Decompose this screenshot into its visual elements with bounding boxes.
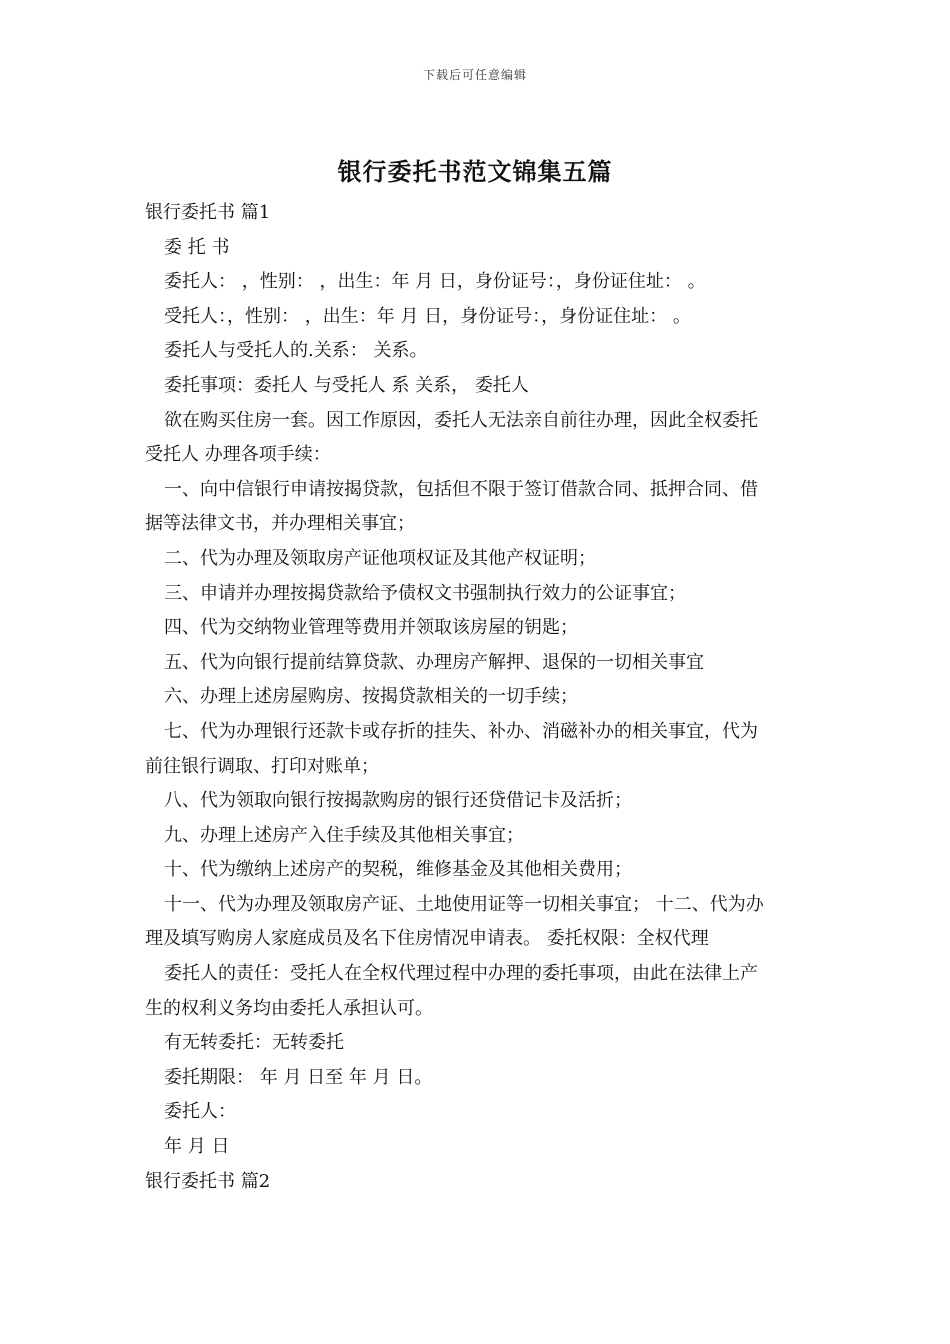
text-line: 十、代为缴纳上述房产的契税，维修基金及其他相关费用；: [164, 859, 632, 881]
text-line: 银行委托书 篇2: [145, 1170, 271, 1192]
text-line: 九、办理上述房产入住手续及其他相关事宜；: [164, 824, 524, 846]
text-line: 四、代为交纳物业管理等费用并领取该房屋的钥匙；: [164, 617, 578, 639]
text-line: 五、代为向银行提前结算贷款、办理房产解押、退保的一切相关事宜: [164, 651, 704, 673]
text-line: 十一、代为办理及领取房产证、土地使用证等一切相关事宜； 十二、代为办: [164, 893, 764, 915]
document-title: 银行委托书范文锦集五篇: [337, 157, 613, 186]
text-line: 有无转委托：无转委托: [164, 1032, 344, 1054]
text-line: 六、办理上述房屋购房、按揭贷款相关的一切手续；: [164, 686, 578, 708]
text-line: 二、代为办理及领取房产证他项权证及其他产权证明；: [164, 547, 596, 569]
text-line: 受托人 办理各项手续：: [145, 444, 331, 466]
text-line: 七、代为办理银行还款卡或存折的挂失、补办、消磁补办的相关事宜，代为: [164, 720, 758, 742]
text-line: 委托期限： 年 月 日至 年 月 日。: [164, 1066, 433, 1088]
text-line: 欲在购买住房一套。因工作原因，委托人无法亲自前往办理，因此全权委托: [164, 409, 758, 431]
text-line: 据等法律文书，并办理相关事宜；: [145, 513, 415, 535]
text-line: 委托人：: [164, 1101, 236, 1123]
text-line: 委 托 书: [164, 236, 230, 258]
text-line: 银行委托书 篇1: [145, 202, 271, 223]
text-line: 年 月 日: [164, 1136, 230, 1158]
text-line: 委托人： ，性别： ，出生：年 月 日，身份证号：，身份证住址： 。: [164, 271, 706, 293]
text-line: 三、申请并办理按揭贷款给予债权文书强制执行效力的公证事宜；: [164, 582, 686, 604]
header-note: 下载后可任意编辑: [422, 68, 527, 82]
text-line: 理及填写购房人家庭成员及名下住房情况申请表。 委托权限：全权代理: [145, 928, 709, 950]
text-line: 受托人：，性别： ，出生：年 月 日，身份证号：，身份证住址： 。: [164, 305, 691, 327]
text-line: 委托人的责任：受托人在全权代理过程中办理的委托事项，由此在法律上产: [164, 963, 758, 985]
text-line: 八、代为领取向银行按揭款购房的银行还贷借记卡及活折；: [164, 790, 632, 812]
text-line: 生的权利义务均由委托人承担认可。: [145, 997, 433, 1019]
text-line: 一、向中信银行申请按揭贷款，包括但不限于签订借款合同、抵押合同、借: [164, 478, 758, 500]
text-line: 前往银行调取、打印对账单；: [145, 755, 379, 777]
text-line: 委托人与受托人的.关系： 关系。: [164, 340, 428, 362]
text-line: 委托事项：委托人 与受托人 系 关系， 委托人: [164, 374, 529, 396]
document-body: [145, 196, 810, 1199]
